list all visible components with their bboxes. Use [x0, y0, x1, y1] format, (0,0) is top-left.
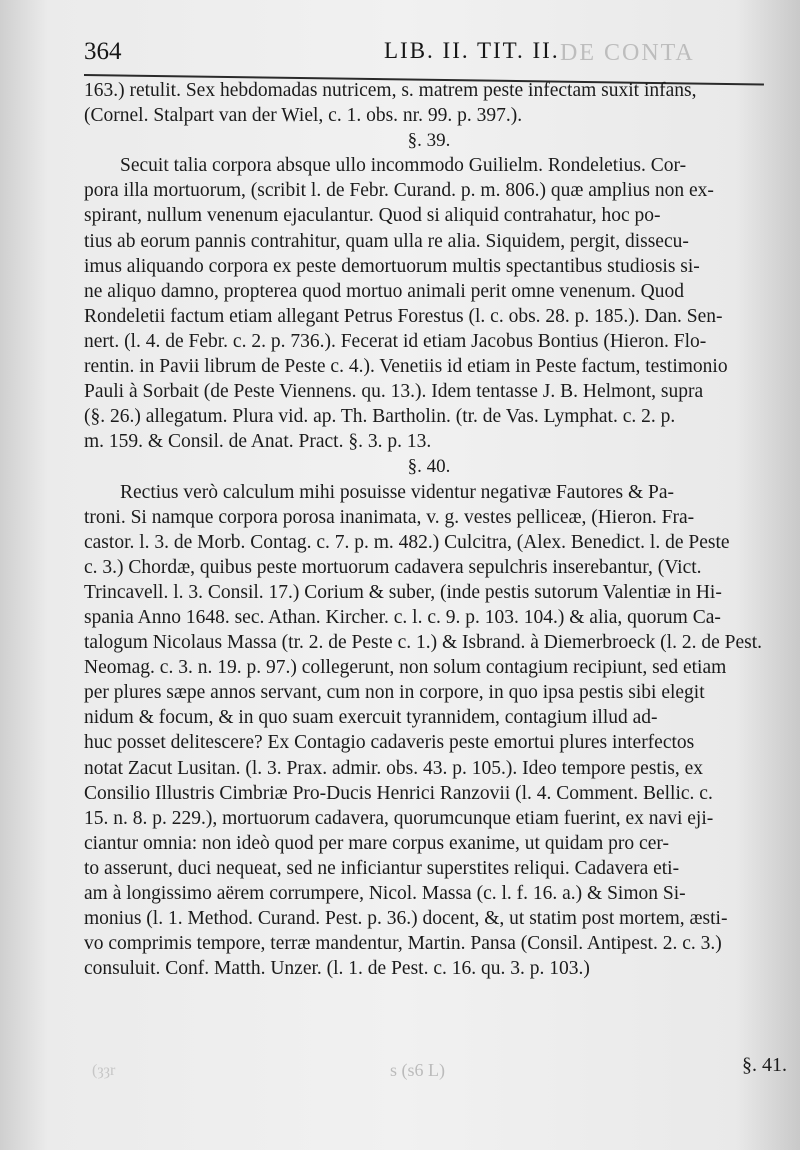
text-line: monius (l. 1. Method. Curand. Pest. p. 36.) docent, &, ut statim post mortem, æsti- — [84, 908, 728, 930]
text-line: talogum Nicolaus Massa (tr. 2. de Peste c. 1.) & Isbrand. à Diemerbroeck (l. 2. de Pest. — [84, 632, 762, 654]
catchword: §. 41. — [742, 1054, 787, 1076]
text-line: 163.) retulit. Sex hebdomadas nutricem, s. matrem peste infectam suxit infans, — [84, 80, 697, 101]
section-heading-40: §. 40. — [407, 456, 451, 478]
text-line: m. 159. & Consil. de Anat. Pract. §. 3. p. 13. — [84, 431, 432, 453]
page-number: 364 — [84, 38, 122, 65]
text-line: nert. (l. 4. de Febr. c. 2. p. 736.). Fecerat id etiam Jacobus Bontius (Hieron. Flo- — [84, 330, 707, 352]
text-line: (Cornel. Stalpart van der Wiel, c. 1. obs. nr. 99. p. 397.). — [84, 105, 523, 127]
text-line: troni. Si namque corpora porosa inanimata, v. g. vestes pelliceæ, (Hieron. Fra- — [84, 506, 695, 528]
text-line: Rondeletii factum etiam allegant Petrus Forestus (l. c. obs. 28. p. 185.). Dan. Sen- — [84, 305, 723, 327]
text-line: am à longissimo aërem corrumpere, Nicol. Massa (c. l. f. 16. a.) & Simon Si- — [84, 883, 686, 904]
text-line: per plures sæpe annos servant, cum non in corpore, in quo ipsa pestis sibi elegit — [84, 682, 705, 704]
section-heading-39: §. 39. — [407, 130, 451, 152]
text-line: castor. l. 3. de Morb. Contag. c. 7. p. m. 482.) Culcitra, (Alex. Benedict. l. de Peste — [84, 531, 730, 553]
text-line: consuluit. Conf. Matth. Unzer. (l. 1. de Pest. c. 16. qu. 3. p. 103.) — [84, 958, 590, 980]
text-line: Pauli à Sorbait (de Peste Viennens. qu. 13.). Idem tentasse J. B. Helmont, supra — [84, 381, 704, 403]
text-line: pora illa mortuorum, (scribit l. de Febr. Curand. p. m. 806.) quæ amplius non ex- — [84, 180, 714, 202]
text-line: to asserunt, duci nequeat, sed ne inficiantur superstites reliqui. Cadavera eti- — [84, 857, 680, 879]
text-line: ne aliquo damno, propterea quod mortuo animali perit omne venenum. Quod — [84, 280, 685, 302]
text-line: ciantur omnia: non ideò quod per mare corpus exanime, ut quidam pro cer- — [84, 832, 669, 854]
text-line: huc posset delitescere? Ex Contagio cadaveris peste emortui plures interfectos — [84, 732, 695, 754]
running-head: LIB. II. TIT. II. — [384, 38, 560, 63]
body-text — [84, 78, 774, 981]
text-line: Trincavell. l. 3. Consil. 17.) Corium & suber, (inde pestis sutorum Valentiæ in Hi- — [84, 581, 722, 603]
text-line: Consilio Illustris Cimbriæ Pro-Ducis Henrici Ranzovii (l. 4. Comment. Bellic. c. — [84, 782, 713, 804]
text-line: tius ab eorum pannis contrahitur, quam ulla re alia. Siquidem, pergit, dissecu- — [84, 230, 689, 252]
text-line: rentin. in Pavii librum de Peste c. 4.). Venetiis id etiam in Peste factum, testimonio — [84, 356, 728, 378]
text-line: notat Zacut Lusitan. (l. 3. Prax. admir. obs. 43. p. 105.). Ideo tempore pestis, ex — [84, 757, 704, 779]
text-line: Neomag. c. 3. n. 19. p. 97.) collegerunt, non solum contagium recipiunt, sed etiam — [84, 657, 727, 679]
text-line: (§. 26.) allegatum. Plura vid. ap. Th. Bartholin. (tr. de Vas. Lymphat. c. 2. p. — [84, 406, 676, 428]
text-line: vo comprimis tempore, terræ mandentur, Martin. Pansa (Consil. Antipest. 2. c. 3.) — [84, 933, 722, 955]
page-header — [84, 34, 764, 70]
text-line: 15. n. 8. p. 229.), mortuorum cadavera, quorumcunque etiam fuerint, ex navi eji- — [84, 807, 714, 829]
text-line: Secuit talia corpora absque ullo incommodo Guilielm. Rondeletius. Cor- — [120, 155, 687, 177]
bleed-mark-left: (ȝȝr — [92, 1062, 116, 1079]
text-line: imus aliquando corpora ex peste demortuorum multis spectantibus studiosis si- — [84, 255, 700, 277]
text-line: spania Anno 1648. sec. Athan. Kircher. c. l. c. 9. p. 103. 104.) & alia, quorum Ca- — [84, 606, 721, 628]
bleed-mark: s (s6 L) — [390, 1060, 445, 1080]
text-line: spirant, nullum venenum ejaculantur. Quod si aliquid contrahatur, hoc po- — [84, 205, 661, 227]
text-line: Rectius verò calculum mihi posuisse videntur negativæ Fautores & Pa- — [120, 481, 675, 503]
text-line: nidum & focum, & in quo suam exercuit tyrannidem, contagium illud ad- — [84, 707, 658, 729]
bleed-through-text: DE CONTA — [560, 40, 695, 66]
text-line: c. 3.) Chordæ, quibus peste mortuorum cadavera sepulchris inserebantur, (Vict. — [84, 556, 702, 578]
